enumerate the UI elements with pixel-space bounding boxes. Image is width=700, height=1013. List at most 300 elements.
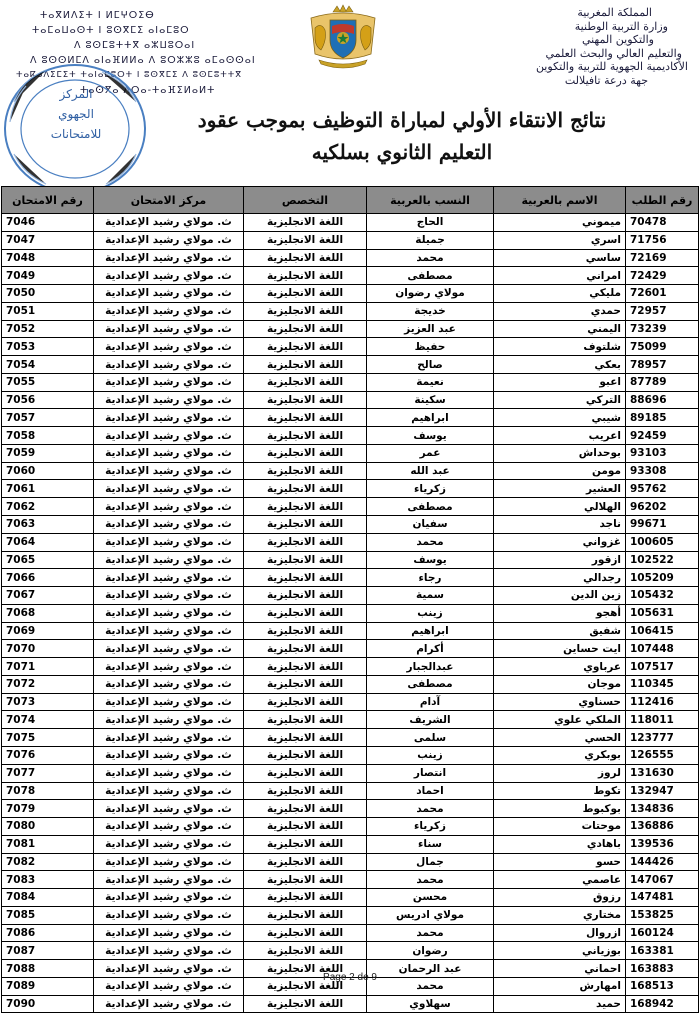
application-number-cell: 168513 [626, 977, 699, 995]
application-number-cell: 132947 [626, 782, 699, 800]
exam-center-cell: ث. مولاي رشيد الإعدادية [94, 462, 244, 480]
table-row [2, 942, 699, 960]
page-number: Page 2 de 9 [323, 972, 377, 983]
table-row [2, 658, 699, 676]
specialty-cell: اللغة الانجليزية [244, 338, 367, 356]
application-number-cell: 134836 [626, 800, 699, 818]
exam-center-cell: ث. مولاي رشيد الإعدادية [94, 800, 244, 818]
table-row [2, 462, 699, 480]
exam-center-cell: ث. مولاي رشيد الإعدادية [94, 516, 244, 534]
exam-number-cell: 7059 [2, 444, 94, 462]
table-row [2, 516, 699, 534]
application-number-cell: 105209 [626, 569, 699, 587]
last-name-cell: مصطفى [367, 498, 494, 516]
last-name-cell: يوسف [367, 427, 494, 445]
application-number-cell: 147481 [626, 889, 699, 907]
exam-number-cell: 7049 [2, 267, 94, 285]
application-number-cell: 95762 [626, 480, 699, 498]
table-row [2, 338, 699, 356]
ministry-line: والتكوين المهني [581, 33, 654, 46]
last-name-cell: عبد الرحمان [367, 960, 494, 978]
first-name-cell: ازقور [494, 551, 626, 569]
table-row [2, 853, 699, 871]
exam-center-cell: ث. مولاي رشيد الإعدادية [94, 658, 244, 676]
exam-number-cell: 7053 [2, 338, 94, 356]
last-name-cell: محسن [367, 889, 494, 907]
last-name-cell: نعيمة [367, 373, 494, 391]
exam-center-cell: ث. مولاي رشيد الإعدادية [94, 356, 244, 374]
column-header-exam-number: رقم الامتحان [2, 187, 94, 214]
exam-center-cell: ث. مولاي رشيد الإعدادية [94, 569, 244, 587]
specialty-cell: اللغة الانجليزية [244, 853, 367, 871]
table-row [2, 214, 699, 232]
application-number-cell: 100605 [626, 533, 699, 551]
table-row [2, 818, 699, 836]
exam-number-cell: 7084 [2, 889, 94, 907]
first-name-cell: بوكبوط [494, 800, 626, 818]
first-name-cell: ناجد [494, 516, 626, 534]
page-title [122, 104, 682, 168]
exam-center-cell: ث. مولاي رشيد الإعدادية [94, 729, 244, 747]
exam-number-cell: 7052 [2, 320, 94, 338]
last-name-cell: ابراهيم [367, 409, 494, 427]
exam-number-cell: 7057 [2, 409, 94, 427]
specialty-cell: اللغة الانجليزية [244, 604, 367, 622]
column-header-specialty: التخصص [244, 187, 367, 214]
exam-number-cell: 7056 [2, 391, 94, 409]
table-row [2, 391, 699, 409]
exam-center-cell: ث. مولاي رشيد الإعدادية [94, 977, 244, 995]
last-name-cell: الحاج [367, 214, 494, 232]
exam-number-cell: 7064 [2, 533, 94, 551]
specialty-cell: اللغة الانجليزية [244, 746, 367, 764]
specialty-cell: اللغة الانجليزية [244, 658, 367, 676]
title-line-2: التعليم الثانوي بسلكيه [311, 140, 493, 164]
application-number-cell: 105432 [626, 587, 699, 605]
last-name-cell: مصطفى [367, 267, 494, 285]
first-name-cell: عرباوي [494, 658, 626, 676]
application-number-cell: 72429 [626, 267, 699, 285]
application-number-cell: 102522 [626, 551, 699, 569]
exam-number-cell: 7067 [2, 587, 94, 605]
table-row [2, 782, 699, 800]
exam-number-cell: 7072 [2, 675, 94, 693]
column-header-last-name: النسب بالعربية [367, 187, 494, 214]
specialty-cell: اللغة الانجليزية [244, 782, 367, 800]
application-number-cell: 136886 [626, 818, 699, 836]
specialty-cell: اللغة الانجليزية [244, 516, 367, 534]
specialty-cell: اللغة الانجليزية [244, 356, 367, 374]
application-number-cell: 87789 [626, 373, 699, 391]
first-name-cell: حسو [494, 853, 626, 871]
exam-number-cell: 7070 [2, 640, 94, 658]
first-name-cell: شفيق [494, 622, 626, 640]
application-number-cell: 75099 [626, 338, 699, 356]
application-number-cell: 110345 [626, 675, 699, 693]
table-row [2, 231, 699, 249]
first-name-cell: مليكي [494, 285, 626, 303]
last-name-cell: سهلاوي [367, 995, 494, 1013]
table-row [2, 800, 699, 818]
exam-number-cell: 7090 [2, 995, 94, 1013]
last-name-cell: عبد الله [367, 462, 494, 480]
first-name-cell: غزواني [494, 533, 626, 551]
stamp-text [36, 84, 116, 144]
specialty-cell: اللغة الانجليزية [244, 302, 367, 320]
table-row [2, 267, 699, 285]
exam-number-cell: 7065 [2, 551, 94, 569]
exam-number-cell: 7050 [2, 285, 94, 303]
specialty-cell: اللغة الانجليزية [244, 622, 367, 640]
stamp-line: المركز [59, 87, 93, 101]
specialty-cell: اللغة الانجليزية [244, 906, 367, 924]
last-name-cell: يوسف [367, 551, 494, 569]
last-name-cell: مولاي رضوان [367, 285, 494, 303]
last-name-cell: الشريف [367, 711, 494, 729]
last-name-cell: جميلة [367, 231, 494, 249]
first-name-cell: اليمني [494, 320, 626, 338]
table-row [2, 373, 699, 391]
table-row [2, 764, 699, 782]
last-name-cell: عمر [367, 444, 494, 462]
ministry-line: وزارة التربية الوطنية [574, 19, 668, 33]
table-row [2, 444, 699, 462]
first-name-cell: موجان [494, 675, 626, 693]
application-number-cell: 71756 [626, 231, 699, 249]
first-name-cell: بوبكري [494, 746, 626, 764]
exam-center-cell: ث. مولاي رشيد الإعدادية [94, 782, 244, 800]
specialty-cell: اللغة الانجليزية [244, 871, 367, 889]
last-name-cell: سناء [367, 835, 494, 853]
table-row [2, 711, 699, 729]
table-row [2, 249, 699, 267]
table-row [2, 551, 699, 569]
table-row [2, 746, 699, 764]
first-name-cell: لروز [494, 764, 626, 782]
exam-center-cell: ث. مولاي رشيد الإعدادية [94, 285, 244, 303]
table-row [2, 622, 699, 640]
last-name-cell: حفيظ [367, 338, 494, 356]
application-number-cell: 99671 [626, 516, 699, 534]
last-name-cell: عبدالجبار [367, 658, 494, 676]
first-name-cell: رجدالي [494, 569, 626, 587]
specialty-cell: اللغة الانجليزية [244, 693, 367, 711]
exam-center-cell: ث. مولاي رشيد الإعدادية [94, 764, 244, 782]
specialty-cell: اللغة الانجليزية [244, 551, 367, 569]
exam-number-cell: 7063 [2, 516, 94, 534]
application-number-cell: 112416 [626, 693, 699, 711]
specialty-cell: اللغة الانجليزية [244, 889, 367, 907]
application-number-cell: 107448 [626, 640, 699, 658]
exam-center-cell: ث. مولاي رشيد الإعدادية [94, 444, 244, 462]
exam-center-cell: ث. مولاي رشيد الإعدادية [94, 427, 244, 445]
exam-center-cell: ث. مولاي رشيد الإعدادية [94, 338, 244, 356]
application-number-cell: 107517 [626, 658, 699, 676]
exam-number-cell: 7086 [2, 924, 94, 942]
specialty-cell: اللغة الانجليزية [244, 231, 367, 249]
last-name-cell: ابراهيم [367, 622, 494, 640]
table-row [2, 587, 699, 605]
first-name-cell: شلتوف [494, 338, 626, 356]
exam-center-cell: ث. مولاي رشيد الإعدادية [94, 214, 244, 232]
stamp-line: الجهوي [58, 107, 94, 121]
first-name-cell: العشير [494, 480, 626, 498]
table-row [2, 924, 699, 942]
first-name-cell: عاصمي [494, 871, 626, 889]
application-number-cell: 70478 [626, 214, 699, 232]
table-row [2, 906, 699, 924]
specialty-cell: اللغة الانجليزية [244, 533, 367, 551]
ministry-line: جهة درعة تافيلالت [564, 73, 648, 87]
specialty-cell: اللغة الانجليزية [244, 249, 367, 267]
first-name-cell: تكوط [494, 782, 626, 800]
title-line-1: نتائج الانتقاء الأولي لمباراة التوظيف بموجب عقود [197, 108, 607, 132]
exam-center-cell: ث. مولاي رشيد الإعدادية [94, 480, 244, 498]
specialty-cell: اللغة الانجليزية [244, 391, 367, 409]
exam-center-cell: ث. مولاي رشيد الإعدادية [94, 960, 244, 978]
exam-number-cell: 7069 [2, 622, 94, 640]
first-name-cell: امهارش [494, 977, 626, 995]
exam-center-cell: ث. مولاي رشيد الإعدادية [94, 871, 244, 889]
specialty-cell: اللغة الانجليزية [244, 818, 367, 836]
exam-center-cell: ث. مولاي رشيد الإعدادية [94, 409, 244, 427]
last-name-cell: سفيان [367, 516, 494, 534]
exam-number-cell: 7080 [2, 818, 94, 836]
exam-number-cell: 7073 [2, 693, 94, 711]
last-name-cell: زينب [367, 604, 494, 622]
table-row [2, 729, 699, 747]
first-name-cell: مختاري [494, 906, 626, 924]
table-row [2, 835, 699, 853]
table-row [2, 356, 699, 374]
exam-number-cell: 7078 [2, 782, 94, 800]
exam-center-cell: ث. مولاي رشيد الإعدادية [94, 498, 244, 516]
first-name-cell: الملكي علوي [494, 711, 626, 729]
last-name-cell: زكرياء [367, 818, 494, 836]
last-name-cell: أكرام [367, 640, 494, 658]
first-name-cell: باهادي [494, 835, 626, 853]
specialty-cell: اللغة الانجليزية [244, 977, 367, 995]
exam-number-cell: 7077 [2, 764, 94, 782]
last-name-cell: سمية [367, 587, 494, 605]
specialty-cell: اللغة الانجليزية [244, 800, 367, 818]
first-name-cell: اعريب [494, 427, 626, 445]
application-number-cell: 139536 [626, 835, 699, 853]
first-name-cell: امراني [494, 267, 626, 285]
first-name-cell: بعكي [494, 356, 626, 374]
exam-center-cell: ث. مولاي رشيد الإعدادية [94, 818, 244, 836]
specialty-cell: اللغة الانجليزية [244, 960, 367, 978]
exam-center-cell: ث. مولاي رشيد الإعدادية [94, 640, 244, 658]
tifinagh-line: ⵜⴰⴳⵍⴷⵉⵜ ⵏ ⵍⵎⵖⵔⵉⴱ [40, 10, 155, 21]
last-name-cell: محمد [367, 871, 494, 889]
specialty-cell: اللغة الانجليزية [244, 675, 367, 693]
application-number-cell: 123777 [626, 729, 699, 747]
ministry-line: الأكاديمية الجهوية للتربية والتكوين [535, 60, 688, 73]
exam-number-cell: 7071 [2, 658, 94, 676]
exam-number-cell: 7062 [2, 498, 94, 516]
exam-center-cell: ث. مولاي رشيد الإعدادية [94, 622, 244, 640]
first-name-cell: الهلالي [494, 498, 626, 516]
last-name-cell: زينب [367, 746, 494, 764]
last-name-cell: رضوان [367, 942, 494, 960]
specialty-cell: اللغة الانجليزية [244, 835, 367, 853]
table-row [2, 871, 699, 889]
tifinagh-line: ⴷ ⵓⵙⵎⵓⵜⵜⴳ ⴰⵣⵡⵓⵔⴰⵏ [74, 40, 196, 51]
specialty-cell: اللغة الانجليزية [244, 409, 367, 427]
first-name-cell: حمدي [494, 302, 626, 320]
first-name-cell: الحسي [494, 729, 626, 747]
application-number-cell: 106415 [626, 622, 699, 640]
application-number-cell: 168942 [626, 995, 699, 1013]
application-number-cell: 118011 [626, 711, 699, 729]
tifinagh-line: ⵜⴰⴽⴰⴷⵉⵎⵉⵜ ⵜⴰⵏⴰⵎⵓⵔⵜ ⵏ ⵓⵙⴳⵎⵉ ⴷ ⵓⵙⵎⵓⵜⵜⴳ [16, 70, 243, 80]
table-row [2, 409, 699, 427]
specialty-cell: اللغة الانجليزية [244, 267, 367, 285]
last-name-cell: احماد [367, 782, 494, 800]
exam-center-cell: ث. مولاي رشيد الإعدادية [94, 924, 244, 942]
exam-center-cell: ث. مولاي رشيد الإعدادية [94, 711, 244, 729]
last-name-cell: عبد العزيز [367, 320, 494, 338]
results-table [1, 186, 699, 1013]
last-name-cell: انتصار [367, 764, 494, 782]
specialty-cell: اللغة الانجليزية [244, 711, 367, 729]
exam-number-cell: 7048 [2, 249, 94, 267]
last-name-cell: آدام [367, 693, 494, 711]
exam-number-cell: 7066 [2, 569, 94, 587]
exam-center-cell: ث. مولاي رشيد الإعدادية [94, 942, 244, 960]
specialty-cell: اللغة الانجليزية [244, 995, 367, 1013]
application-number-cell: 96202 [626, 498, 699, 516]
application-number-cell: 89185 [626, 409, 699, 427]
first-name-cell: حميد [494, 995, 626, 1013]
specialty-cell: اللغة الانجليزية [244, 942, 367, 960]
exam-number-cell: 7076 [2, 746, 94, 764]
application-number-cell: 160124 [626, 924, 699, 942]
exam-center-cell: ث. مولاي رشيد الإعدادية [94, 675, 244, 693]
application-number-cell: 72601 [626, 285, 699, 303]
last-name-cell: زكرياء [367, 480, 494, 498]
ministry-line: والتعليم العالي والبحث العلمي [545, 46, 682, 60]
first-name-cell: ازروال [494, 924, 626, 942]
first-name-cell: احماني [494, 960, 626, 978]
exam-center-cell: ث. مولاي رشيد الإعدادية [94, 693, 244, 711]
table-row [2, 285, 699, 303]
exam-number-cell: 7051 [2, 302, 94, 320]
exam-number-cell: 7087 [2, 942, 94, 960]
specialty-cell: اللغة الانجليزية [244, 569, 367, 587]
exam-center-cell: ث. مولاي رشيد الإعدادية [94, 604, 244, 622]
last-name-cell: صالح [367, 356, 494, 374]
exam-center-cell: ث. مولاي رشيد الإعدادية [94, 835, 244, 853]
tifinagh-line: ⴷ ⵓⵙⵙⵍⵎⴷ ⴰⵏⴰⴼⵍⵍⴰ ⴷ ⵓⵔⵣⵣⵓ ⴰⵎⴰⵙⵙⴰⵏ [30, 55, 256, 66]
application-number-cell: 72957 [626, 302, 699, 320]
specialty-cell: اللغة الانجليزية [244, 285, 367, 303]
stamp-line: للامتحانات [50, 127, 102, 141]
table-row [2, 604, 699, 622]
exam-center-cell: ث. مولاي رشيد الإعدادية [94, 320, 244, 338]
table-row [2, 427, 699, 445]
first-name-cell: التركي [494, 391, 626, 409]
last-name-cell: جمال [367, 853, 494, 871]
exam-number-cell: 7089 [2, 977, 94, 995]
exam-number-cell: 7047 [2, 231, 94, 249]
first-name-cell: بوزياني [494, 942, 626, 960]
table-header-row [2, 187, 699, 214]
exam-number-cell: 7075 [2, 729, 94, 747]
specialty-cell: اللغة الانجليزية [244, 587, 367, 605]
specialty-cell: اللغة الانجليزية [244, 427, 367, 445]
last-name-cell: محمد [367, 924, 494, 942]
specialty-cell: اللغة الانجليزية [244, 373, 367, 391]
column-header-exam-center: مركز الامتحان [94, 187, 244, 214]
ministry-line: المملكة المغربية [577, 6, 652, 19]
application-number-cell: 126555 [626, 746, 699, 764]
last-name-cell: محمد [367, 800, 494, 818]
last-name-cell: خديجة [367, 302, 494, 320]
application-number-cell: 88696 [626, 391, 699, 409]
table-row [2, 675, 699, 693]
first-name-cell: رزوق [494, 889, 626, 907]
column-header-first-name: الاسم بالعربية [494, 187, 626, 214]
specialty-cell: اللغة الانجليزية [244, 214, 367, 232]
first-name-cell: ميموني [494, 214, 626, 232]
exam-number-cell: 7074 [2, 711, 94, 729]
exam-number-cell: 7082 [2, 853, 94, 871]
table-row [2, 995, 699, 1013]
exam-center-cell: ث. مولاي رشيد الإعدادية [94, 231, 244, 249]
exam-center-cell: ث. مولاي رشيد الإعدادية [94, 587, 244, 605]
exam-center-cell: ث. مولاي رشيد الإعدادية [94, 551, 244, 569]
table-row [2, 498, 699, 516]
application-number-cell: 93103 [626, 444, 699, 462]
first-name-cell: اعبو [494, 373, 626, 391]
exam-center-cell: ث. مولاي رشيد الإعدادية [94, 267, 244, 285]
exam-number-cell: 7046 [2, 214, 94, 232]
first-name-cell: اسري [494, 231, 626, 249]
column-header-application-number: رقم الطلب [626, 187, 699, 214]
table-body [2, 214, 699, 1013]
application-number-cell: 153825 [626, 906, 699, 924]
exam-center-cell: ث. مولاي رشيد الإعدادية [94, 373, 244, 391]
specialty-cell: اللغة الانجليزية [244, 444, 367, 462]
specialty-cell: اللغة الانجليزية [244, 764, 367, 782]
exam-number-cell: 7055 [2, 373, 94, 391]
first-name-cell: شيبي [494, 409, 626, 427]
first-name-cell: زين الدين [494, 587, 626, 605]
tifinagh-line: ⵜⴰⵙⴳⴰ ⴷⵔⴰ-ⵜⴰⴼⵉⵍⴰⵍⵜ [80, 85, 216, 96]
exam-center-cell: ث. مولاي رشيد الإعدادية [94, 302, 244, 320]
specialty-cell: اللغة الانجليزية [244, 480, 367, 498]
last-name-cell: رجاء [367, 569, 494, 587]
tifinagh-line: ⵜⴰⵎⴰⵡⴰⵙⵜ ⵏ ⵓⵙⴳⵎⵉ ⴰⵏⴰⵎⵓⵔ [32, 25, 190, 36]
first-name-cell: مومن [494, 462, 626, 480]
first-name-cell: موحتات [494, 818, 626, 836]
first-name-cell: بوحداش [494, 444, 626, 462]
last-name-cell: سكينة [367, 391, 494, 409]
exam-number-cell: 7068 [2, 604, 94, 622]
table-row [2, 320, 699, 338]
exam-number-cell: 7085 [2, 906, 94, 924]
application-number-cell: 93308 [626, 462, 699, 480]
specialty-cell: اللغة الانجليزية [244, 462, 367, 480]
application-number-cell: 73239 [626, 320, 699, 338]
exam-number-cell: 7061 [2, 480, 94, 498]
exam-center-cell: ث. مولاي رشيد الإعدادية [94, 249, 244, 267]
first-name-cell: حسناوي [494, 693, 626, 711]
exam-number-cell: 7058 [2, 427, 94, 445]
exam-center-cell: ث. مولاي رشيد الإعدادية [94, 995, 244, 1013]
